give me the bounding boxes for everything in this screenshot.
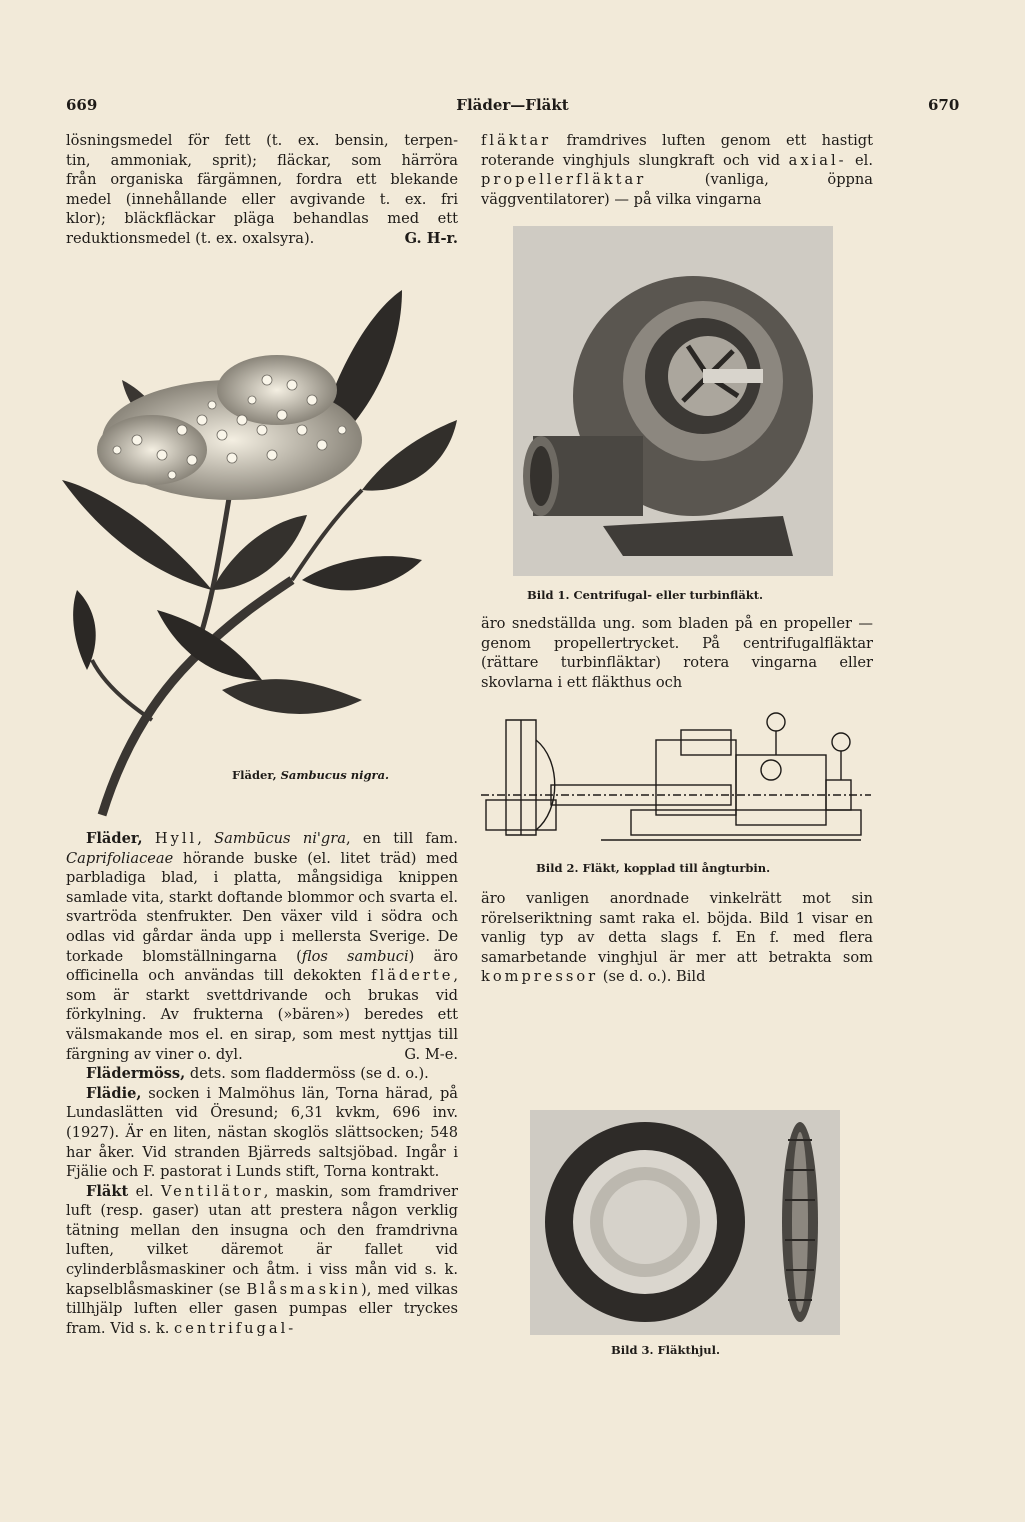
spaced-term: Ventilätor [160,1182,264,1200]
fig1-caption: Bild 1. Centrifugal- eller turbinfläkt. [527,588,764,602]
text-line: medel (innehållande eller avgivande t. ex. fri [66,190,458,208]
spaced-term: fläderte [371,967,454,985]
text-line: lösningsmedel för fett (t. ex. bensin, terpen- [66,132,458,149]
paragraph: äro snedställda ung. som bladen på en propeller — genom propellertrycket. På centrifugalfläktar (rättare turbinfläktar) rotera vingarna eller skovlarna i ett fläkthus och [481,615,873,691]
latin-term: flos sambuci [301,947,409,965]
entry-fladie [66,1084,458,1182]
entry-flakt [66,1182,458,1339]
right-top-text [481,131,873,209]
text-line-content: reduktionsmedel (t. ex. oxalsyra). [66,229,315,247]
entry-text: , en till fam. [345,830,459,847]
fan-wheel-photo [530,1110,840,1335]
fig3-caption: Bild 3. Fläkthjul. [611,1343,721,1357]
entry-text: , maskin, som framdriver luft (resp. gaser) utan att prestera någon verklig tätning mellan den insugna och den framdrivna luften, vilket däremot är fallet vid cylinderblåsmaskiner och åtm. i viss mån vid s. k. kapselblåsmaskiner (se [66,1182,458,1298]
entry-text: socken i Malmöhus län, Torna härad, på Lundaslätten vid Öresund; 6,31 kvkm, 696 inv. (1927). Är en liten, nästan skoglös slättsocken; 548 har åker. Vid stranden Bjärreds saltsjöbad. Ingår i Fjälie och F. pastorat i Lunds stift, Torna kontrakt. [66,1084,458,1181]
text: el. [846,151,873,169]
centrifugal-fan-image [513,226,833,576]
fan-wheel-image [530,1110,840,1335]
entry-text: , som är starkt svettdrivande och brukas vid förkylning. Av frukterna (»bären») beredes ett välsmakande mos el. en sirap, som mest nyttjas till färgning av viner o. dyl. [66,967,459,1063]
caption-prefix: Fläder, [232,768,277,782]
elder-caption [232,768,389,782]
entry-head: Fläder, [86,830,143,847]
turbine-drawing [481,700,871,860]
text-line: tin, ammoniak, sprit); fläckar, som härröra [66,151,458,169]
author-signature: G. M-e. [404,1045,458,1063]
comma: , [197,830,202,847]
entry-text: ) äro officinella och användas till dekokten [66,947,459,985]
entry-fladermoss [66,1064,458,1084]
entry-head: Fläkt [86,1182,129,1200]
spaced-term: fläktar [481,132,552,149]
text: (vanliga, öppna väggventilatorer) — på vilka vingarna [481,171,873,208]
spaced-term: kompressor [481,968,599,986]
spaced-term: Hyll [154,830,198,847]
entry-head: Flädermöss, [86,1065,186,1083]
paragraph [481,889,873,987]
fan-turbine-diagram [481,700,871,860]
text: (se d. o.). Bild [598,968,706,986]
entry-flader [66,829,458,1064]
elder-plant-drawing [62,280,462,820]
pressure-gauge [832,733,850,751]
entry-text: hörande buske (el. litet träd) med parbladiga blad, i platta, mångsidiga knippen samlade vita, starkt doftande blommor och svarta el. svartröda stenfrukter. Den växer vild i södra och odlas vid gårdar ända upp i mellersta Sverige. De torkade blomställningarna ( [66,849,458,965]
fan-photo [513,226,833,576]
latin-name: Sambūcus ni'gra [214,830,346,847]
author-signature: G. H-r. [404,229,458,247]
right-mid-text [481,614,873,692]
page-number-left: 669 [66,96,98,114]
text-line: från organiska färgämnen, fordra ett blekande [66,171,458,189]
entry-text: ), med vilkas tillhjälp luften eller gasen pumpas eller tryckes fram. Vid s. k. [66,1280,459,1337]
entry-head: Flädie, [86,1084,142,1102]
spaced-term: axial- [788,151,847,169]
family-name: Caprifoliaceae [66,849,174,867]
running-title: Fläder—Fläkt [456,96,569,114]
text-line: klor); bläckfläckar pläga behandlas med ett [66,210,458,228]
fig2-caption: Bild 2. Fläkt, kopplad till ångturbin. [536,861,771,875]
left-top-paragraph [66,131,458,249]
spaced-term: propellerfläktar [481,171,647,189]
left-bottom-text [66,829,458,1338]
text: framdrives luften genom ett hastigt roterande vinghjuls slungkraft och vid [481,132,873,169]
spaced-term: Blåsmaskin [246,1280,362,1298]
caption-latin: Sambucus nigra. [280,768,390,782]
pressure-gauge [767,713,785,731]
entry-text: el. [128,1182,161,1200]
paragraph [481,131,873,209]
spaced-term: centrifugal- [174,1319,297,1337]
text-line [66,229,458,249]
elder-illustration [62,280,462,820]
page-number-right: 670 [928,96,960,114]
text: äro vanligen anordnade vinkelrätt mot sin rörelseriktning samt raka el. böjda. Bild 1 visar en vanlig typ av detta slags f. En f. med flera samarbetande vinghjul är mer att betrakta som [481,890,873,966]
entry-text: dets. som fladdermöss (se d. o.). [185,1065,429,1083]
right-low-text [481,889,873,987]
